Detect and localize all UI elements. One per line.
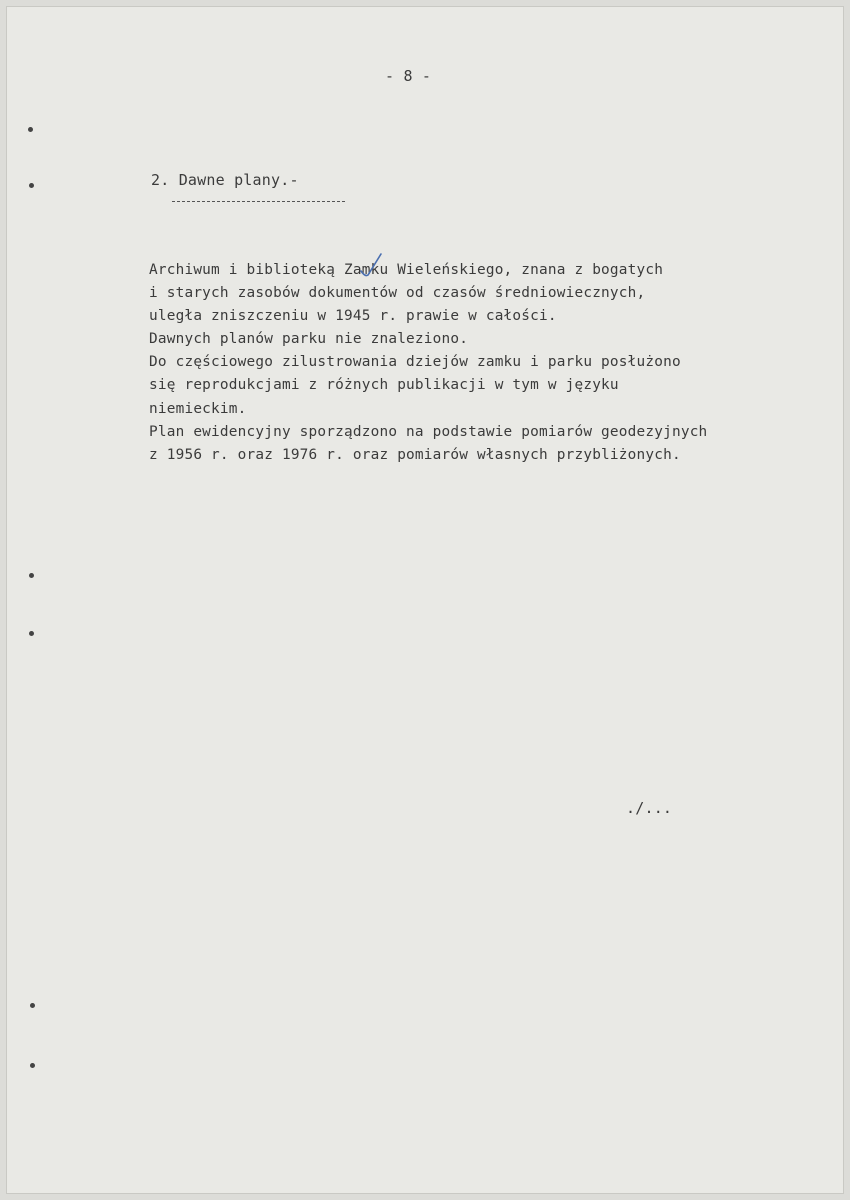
body-line: uległa zniszczeniu w 1945 r. prawie w całości.: [149, 308, 557, 325]
heading-underline: [172, 201, 345, 202]
body-line: niemieckim.: [149, 400, 247, 417]
body-line: Plan ewidencyjny sporządzono na podstawie pomiarów geodezyjnych: [149, 423, 708, 440]
body-line: z 1956 r. oraz 1976 r. oraz pomiarów własnych przybliżonych.: [149, 446, 681, 463]
page-number: - 8 -: [385, 67, 432, 85]
body-paragraph: [149, 259, 707, 467]
document-page: [6, 6, 844, 1194]
handwritten-correction-mark: [359, 251, 383, 279]
continuation-mark: ./...: [626, 799, 673, 817]
margin-speck: [29, 631, 34, 636]
body-line: Dawnych planów parku nie znaleziono.: [149, 331, 469, 348]
margin-speck: [29, 183, 34, 188]
margin-speck: [30, 1003, 35, 1008]
body-line: Archiwum i biblioteką Zamku Wieleńskiego, znana z bogatych: [149, 262, 664, 278]
margin-speck: [30, 1063, 35, 1068]
body-line: i starych zasobów dokumentów od czasów średniowiecznych,: [149, 285, 646, 302]
margin-speck: [28, 127, 33, 132]
body-line: Do częściowego zilustrowania dziejów zamku i parku posłużono: [149, 354, 681, 371]
body-line: się reprodukcjami z różnych publikacji w tym w języku: [149, 377, 619, 394]
section-heading: 2. Dawne plany.-: [151, 171, 299, 189]
margin-speck: [29, 573, 34, 578]
